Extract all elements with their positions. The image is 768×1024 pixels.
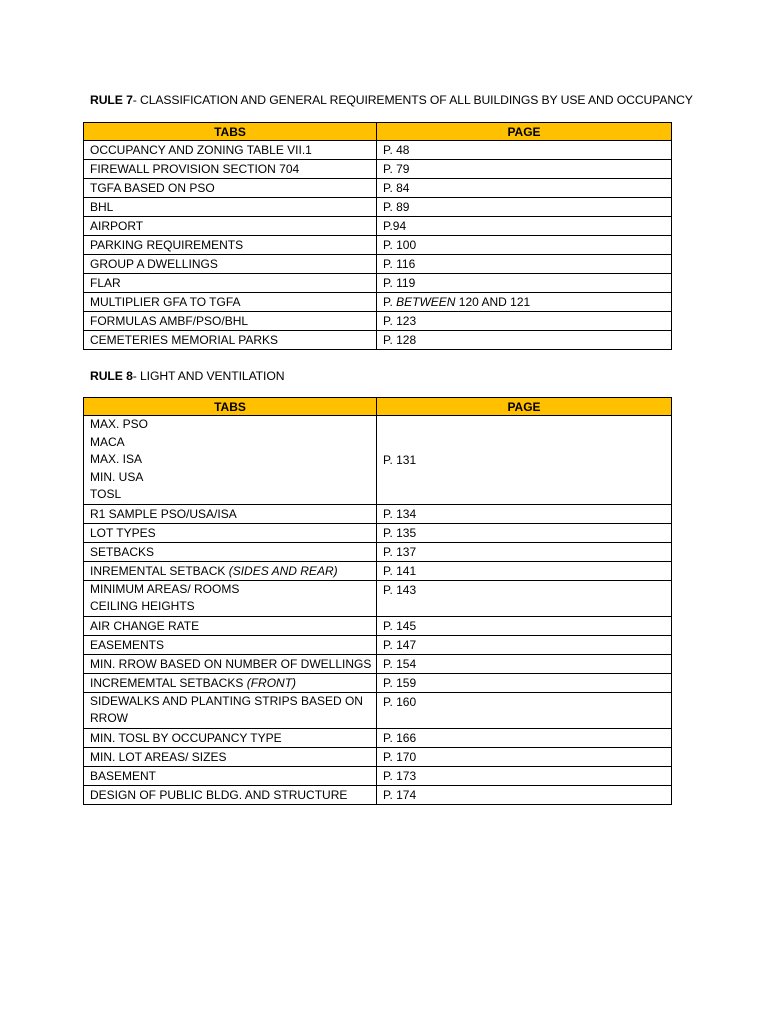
- page-range: 120 AND 121: [455, 295, 531, 309]
- page-cell: P. 143: [377, 580, 672, 616]
- tab-cell: MIN. RROW BASED ON NUMBER OF DWELLINGS: [84, 654, 377, 673]
- rule-8-label: RULE 8: [90, 369, 133, 383]
- table-row: [84, 635, 672, 654]
- page-cell: P. 173: [377, 766, 672, 785]
- rule-7-table: [83, 122, 672, 350]
- table-row: [84, 580, 672, 616]
- rule-8-title: - LIGHT AND VENTILATION: [132, 369, 285, 383]
- page-between: BETWEEN: [396, 295, 456, 309]
- tab-line: MIN. USA: [90, 469, 144, 484]
- page-cell: P. 48: [377, 141, 672, 160]
- page-cell: P. 137: [377, 542, 672, 561]
- tab-line: CEILING HEIGHTS: [90, 599, 195, 613]
- page-cell: P. 119: [377, 274, 672, 293]
- page-cell: P. 147: [377, 635, 672, 654]
- table-row: [84, 312, 672, 331]
- page-cell: P. 160: [377, 692, 672, 728]
- tab-cell: AIR CHANGE RATE: [84, 616, 377, 635]
- tab-line: SIDEWALKS AND PLANTING STRIPS BASED ON: [90, 693, 363, 708]
- tab-text: INREMENTAL SETBACK: [90, 563, 229, 578]
- page-cell: P. 116: [377, 255, 672, 274]
- tab-cell: MIN. LOT AREAS/ SIZES: [84, 747, 377, 766]
- tab-line: MAX. ISA: [90, 452, 143, 466]
- page-cell: P. 100: [377, 236, 672, 255]
- tab-cell: [84, 673, 377, 692]
- tab-line: TOSL: [90, 487, 122, 501]
- tab-cell: PARKING REQUIREMENTS: [84, 236, 377, 255]
- tab-cell: TGFA BASED ON PSO: [84, 179, 377, 198]
- table-header-row: [84, 398, 672, 416]
- page-cell: P. 170: [377, 747, 672, 766]
- table-row: [84, 416, 672, 505]
- tab-cell: OCCUPANCY AND ZONING TABLE VII.1: [84, 141, 377, 160]
- tabs-column-header: TABS: [84, 123, 377, 141]
- page-cell: P. 135: [377, 523, 672, 542]
- rule-7-title: - CLASSIFICATION AND GENERAL REQUIREMENTS OF ALL BUILDINGS BY USE AND OCCUPANCY: [132, 93, 693, 107]
- tab-cell: [84, 416, 377, 505]
- tab-line: MACA: [90, 434, 125, 449]
- tabs-column-header: TABS: [84, 398, 377, 416]
- page-cell: [377, 293, 672, 312]
- page-cell: P. 174: [377, 785, 672, 804]
- tab-cell: [84, 561, 377, 580]
- page-cell: P. 141: [377, 561, 672, 580]
- table-row: [84, 236, 672, 255]
- tab-cell: DESIGN OF PUBLIC BLDG. AND STRUCTURE: [84, 785, 377, 804]
- page-cell: P. 154: [377, 654, 672, 673]
- tab-cell: MULTIPLIER GFA TO TGFA: [84, 293, 377, 312]
- table-header-row: [84, 123, 672, 141]
- tab-cell: [84, 580, 377, 616]
- tab-cell: SETBACKS: [84, 542, 377, 561]
- tab-line: MINIMUM AREAS/ ROOMS: [90, 581, 240, 596]
- table-row: [84, 217, 672, 236]
- table-row: [84, 654, 672, 673]
- tab-line: RROW: [90, 711, 128, 725]
- page-cell: P. 159: [377, 673, 672, 692]
- tab-note: (SIDES AND REAR): [228, 563, 338, 578]
- table-row: [84, 785, 672, 804]
- tab-text: INCREMEMTAL SETBACKS: [90, 675, 247, 690]
- page-prefix: P.: [383, 295, 397, 309]
- rule-7-label: RULE 7: [90, 93, 133, 107]
- tab-note: (FRONT): [246, 675, 297, 690]
- tab-cell: FORMULAS AMBF/PSO/BHL: [84, 312, 377, 331]
- tab-cell: BASEMENT: [84, 766, 377, 785]
- table-row: [84, 561, 672, 580]
- table-row: [84, 542, 672, 561]
- page-cell: P. 84: [377, 179, 672, 198]
- page-column-header: PAGE: [377, 398, 672, 416]
- table-row: [84, 523, 672, 542]
- rule-8-heading: [90, 369, 284, 383]
- page-cell: P. 128: [377, 331, 672, 350]
- table-row: [84, 504, 672, 523]
- table-row: [84, 160, 672, 179]
- tab-cell: GROUP A DWELLINGS: [84, 255, 377, 274]
- table-row: [84, 331, 672, 350]
- table-row: [84, 141, 672, 160]
- table-row: [84, 616, 672, 635]
- page-cell: P. 123: [377, 312, 672, 331]
- table-row: [84, 673, 672, 692]
- page-cell: P. 145: [377, 616, 672, 635]
- rule-8-table: [83, 397, 672, 805]
- table-row: [84, 728, 672, 747]
- tab-cell: CEMETERIES MEMORIAL PARKS: [84, 331, 377, 350]
- page-cell: P. 131: [377, 416, 672, 505]
- table-row: [84, 293, 672, 312]
- tab-cell: FIREWALL PROVISION SECTION 704: [84, 160, 377, 179]
- page-column-header: PAGE: [377, 123, 672, 141]
- tab-cell: FLAR: [84, 274, 377, 293]
- tab-cell: [84, 692, 377, 728]
- table-row: [84, 747, 672, 766]
- page-cell: P. 79: [377, 160, 672, 179]
- table-row: [84, 198, 672, 217]
- tab-cell: EASEMENTS: [84, 635, 377, 654]
- table-row: [84, 692, 672, 728]
- page-cell: P.94: [377, 217, 672, 236]
- table-row: [84, 274, 672, 293]
- rule-7-heading: [90, 93, 693, 107]
- tab-cell: R1 SAMPLE PSO/USA/ISA: [84, 504, 377, 523]
- tab-line: MAX. PSO: [90, 417, 149, 431]
- tab-cell: MIN. TOSL BY OCCUPANCY TYPE: [84, 728, 377, 747]
- table-row: [84, 255, 672, 274]
- tab-cell: LOT TYPES: [84, 523, 377, 542]
- table-row: [84, 766, 672, 785]
- tab-cell: BHL: [84, 198, 377, 217]
- page-cell: P. 89: [377, 198, 672, 217]
- tab-cell: AIRPORT: [84, 217, 377, 236]
- page-cell: P. 166: [377, 728, 672, 747]
- table-row: [84, 179, 672, 198]
- page-cell: P. 134: [377, 504, 672, 523]
